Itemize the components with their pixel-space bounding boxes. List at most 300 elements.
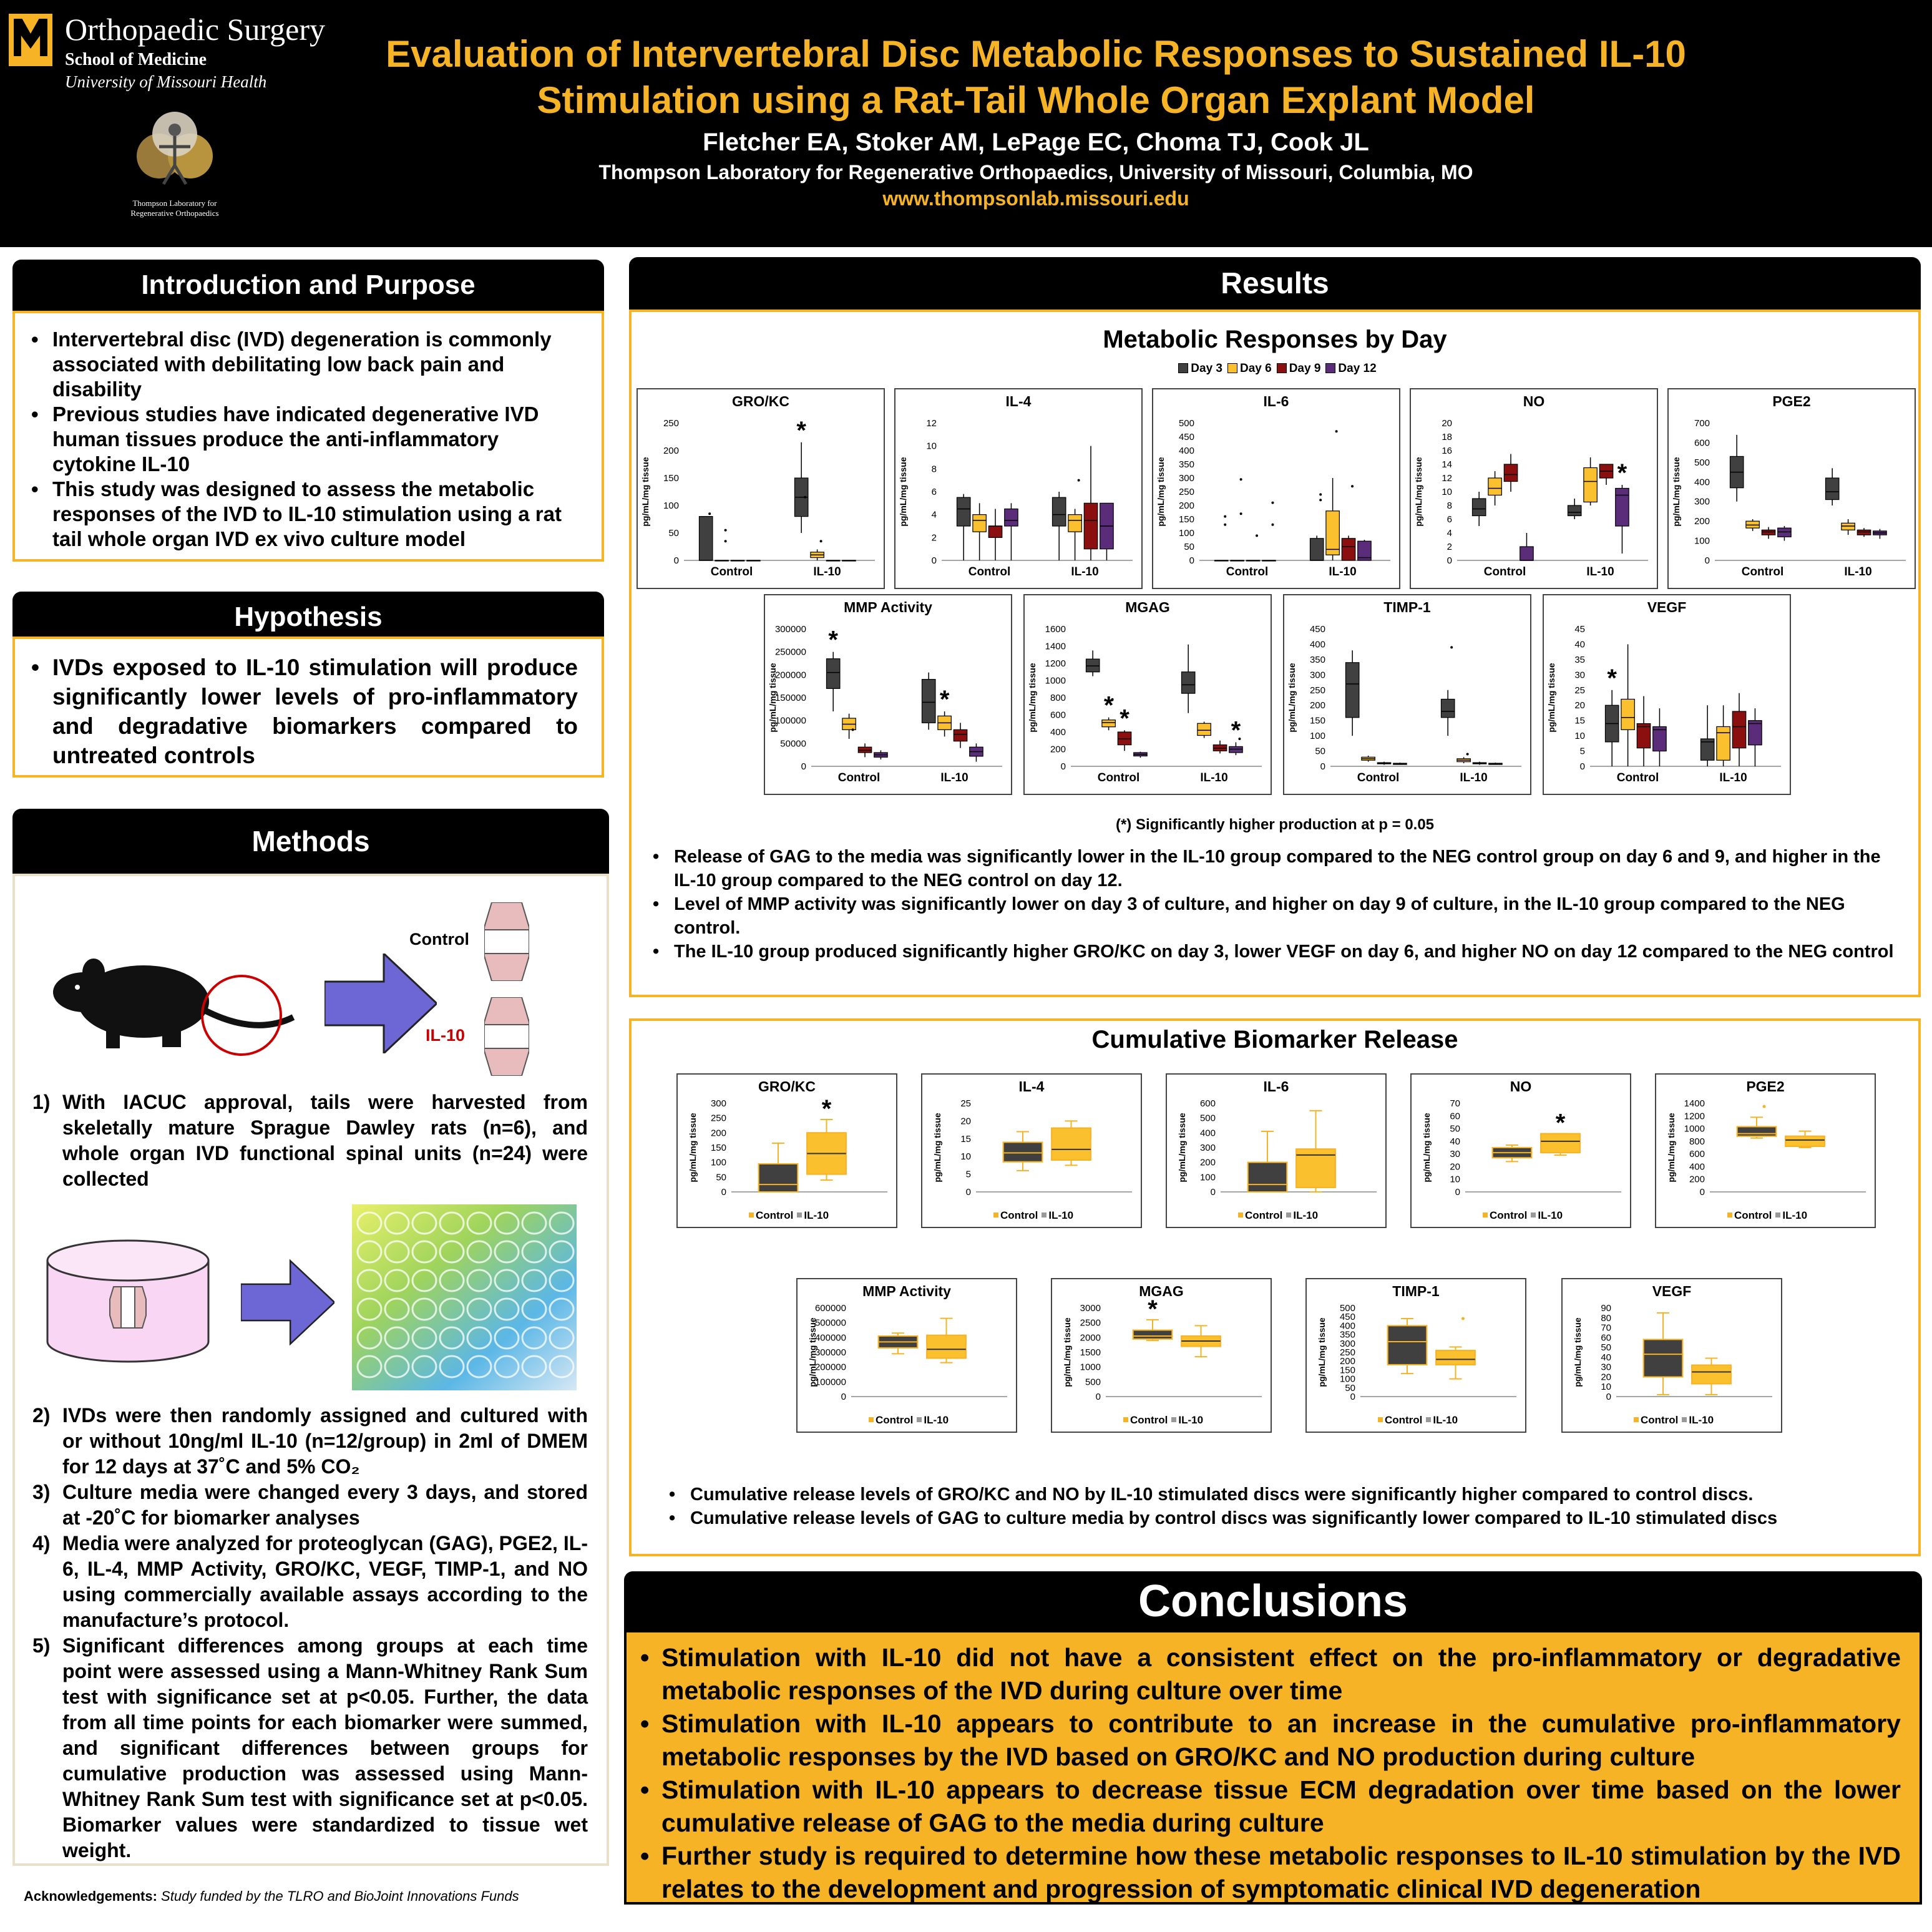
method-step [32,1633,588,1863]
cumulative-section-title: Cumulative Biomarker Release [1091,1026,1458,1053]
daily-legend [629,362,1921,376]
y-tick-label: 600 [1689,1149,1705,1160]
y-tick-label: 8 [1447,500,1452,511]
y-tick-label: 200000 [814,1362,846,1373]
y-tick-label: 0 [1455,1187,1460,1198]
legend-swatch [1123,1417,1128,1422]
legend-label: IL-10 [1293,1209,1319,1221]
y-tick-label: 200 [663,446,679,456]
significance-star: * [1617,459,1627,487]
y-tick-label: 500 [1694,457,1710,468]
results-bullet: • The IL-10 group produced significantly higher GRO/KC on day 3, lower VEGF on day 6, and higher NO on day 12 compared to the NEG control [645,940,1906,964]
control-disc-icon [484,902,529,981]
y-tick-label: 100 [1339,1373,1355,1385]
y-axis-label: pg/mL/mg tissue [1177,1113,1187,1183]
box-day-6 [1621,699,1634,729]
box-day-3 [1310,539,1323,560]
y-tick-label: 250 [710,1113,726,1124]
y-tick-label: 150 [710,1143,726,1153]
box-il-10 [1692,1365,1731,1384]
y-tick-label: 20 [1601,1372,1611,1383]
y-tick-label: 10 [1601,1382,1611,1393]
y-tick-label: 12 [1442,473,1452,484]
y-tick-label: 200 [1050,744,1066,755]
y-tick-label: 250000 [774,646,806,658]
y-tick-label: 400 [1309,639,1325,650]
y-tick-label: 40 [1574,639,1585,650]
chart-plot [1167,1075,1385,1227]
box-day-12 [1005,509,1018,527]
box-day-3 [1181,672,1194,693]
y-tick-label: 250 [663,418,679,429]
y-tick-label: 0 [1189,555,1194,566]
intro-heading: Introduction and Purpose [12,260,604,311]
box-day-6 [1068,515,1081,532]
chart-title: PGE2 [1746,1078,1785,1095]
box-day-9 [1762,530,1775,535]
daily-section-title: Metabolic Responses by Day [1103,326,1447,353]
x-group-label: Control [837,771,881,784]
lab-logo-text: Thompson Laboratory for Regenerative Orthopaedics [130,198,219,218]
box-day-9 [1504,464,1517,482]
legend-swatch [1682,1417,1687,1422]
chart-title: IL-6 [1263,393,1289,409]
outlier-point [1335,430,1338,432]
y-tick-label: 70 [1450,1098,1460,1109]
legend-label: Control [1244,1209,1283,1221]
y-tick-label: 500000 [814,1317,846,1329]
outlier-point [1319,499,1322,501]
legend-label: IL-10 [1689,1414,1714,1426]
y-tick-label: 2 [931,532,937,544]
outlier-point [1466,753,1469,755]
hypothesis-text: • IVDs exposed to IL-10 stimulation will produce significantly lower levels of pro-inflammatory and degradative biomarkers compared to untreated controls [24,653,578,770]
method-step: 1) With IACUC approval, tails were harvested from skeletally mature Sprague Dawley rats (n=6), and whole organ IVD functional spinal units (n=24) were collected [32,1091,588,1190]
y-tick-label: 400 [1199,1128,1216,1139]
y-tick-label: 400 [1050,727,1066,738]
legend-label: IL-10 [924,1414,949,1426]
chart-title: MMP Activity [844,599,932,615]
acknowledgements: Acknowledgements: Study funded by the TLRO and BioJoint Innovations Funds [24,1888,519,1904]
box-control [1388,1325,1427,1364]
chart-title: VEGF [1652,1283,1692,1299]
y-tick-label: 2500 [1080,1317,1101,1329]
y-axis-label: pg/mL/mg tissue [932,1113,942,1183]
school-name: School of Medicine [65,50,207,69]
mizzou-logo [9,14,52,66]
chart-d-grokc [637,388,885,589]
box-day-6 [1717,726,1730,760]
chart-plot [1656,1075,1875,1227]
chart-plot [1284,595,1530,794]
significance-star: * [1148,1295,1158,1323]
cumulative-bullet: • Cumulative release levels of GRO/KC and NO by IL-10 stimulated discs were significantly higher compared to control discs. [661,1483,1910,1506]
y-axis-label: pg/mL/mg tissue [1287,663,1297,733]
chart-c-mmp [796,1278,1017,1433]
outlier-point [1351,485,1354,487]
arrow-icon [324,954,437,1053]
y-tick-label: 20 [960,1116,971,1127]
dept-name: Orthopaedic Surgery [65,12,326,47]
chart-title: TIMP-1 [1392,1283,1440,1299]
y-tick-label: 50 [716,1172,726,1183]
legend-swatch [1042,1212,1046,1217]
chart-plot [1025,595,1271,794]
y-tick-label: 10 [960,1151,971,1163]
chart-d-no [1410,388,1658,589]
chart-legend [1656,1209,1875,1222]
hypothesis-panel [12,637,604,778]
x-group-label: IL-10 [1460,771,1488,784]
y-tick-label: 30 [1601,1362,1611,1373]
y-axis-label: pg/mL/mg tissue [1671,457,1681,527]
box-control [1737,1127,1777,1136]
y-tick-label: 400 [1178,446,1194,456]
chart-title: NO [1510,1078,1532,1095]
chart-c-il6 [1166,1073,1387,1228]
y-tick-label: 10 [1450,1174,1460,1185]
box-il-10 [1785,1136,1825,1146]
y-tick-label: 6 [1447,514,1452,525]
y-tick-label: 450 [1178,432,1194,442]
y-axis-label: pg/mL/mg tissue [1413,457,1423,527]
legend-label: IL-10 [1538,1209,1563,1221]
box-day-9 [1084,503,1097,549]
y-axis-label: pg/mL/mg tissue [1422,1113,1432,1183]
box-day-12 [1520,547,1533,560]
x-group-label: IL-10 [1200,771,1228,784]
y-tick-label: 150000 [774,693,806,703]
chart-d-timp [1283,594,1531,795]
y-tick-label: 16 [1442,446,1452,456]
y-tick-label: 5 [965,1169,971,1180]
legend-label: Control [1734,1209,1772,1221]
chart-legend [1167,1209,1385,1222]
x-group-label: Control [1483,565,1526,578]
y-tick-label: 200000 [774,670,806,681]
y-tick-label: 450 [1339,1312,1355,1323]
chart-plot [765,595,1011,794]
well-plate-photo [352,1204,577,1390]
chart-plot [1669,389,1915,588]
chart-d-mmp [764,594,1012,795]
y-tick-label: 0 [1350,1392,1355,1402]
conclusions-panel [624,1630,1922,1905]
box-il-10 [1051,1128,1091,1160]
legend-swatch [1426,1417,1431,1422]
outlier-point [1450,646,1453,648]
y-tick-label: 1200 [1045,658,1066,669]
y-tick-label: 0 [721,1187,726,1198]
y-tick-label: 0 [931,555,937,566]
chart-c-il4 [921,1073,1142,1228]
results-bullet: • Release of GAG to the media was significantly lower in the IL-10 group compared to the NEG control group on day 6 and 9, and higher in the IL-10 group compared to the NEG control on day 12. [645,845,1906,892]
legend-label: IL-10 [804,1209,829,1221]
outlier-point [820,540,822,542]
outlier-point [1078,479,1080,482]
significance-star: * [939,686,950,713]
box-day-3 [1472,499,1485,516]
outlier-point [724,529,727,532]
y-tick-label: 12 [926,418,937,429]
y-tick-label: 250 [1178,487,1194,497]
y-tick-label: 0 [1704,555,1710,566]
method-step-text: IVDs were then randomly assigned and cultured with or without 10ng/ml IL-10 (n=12/group) in 2ml of DMEM for 12 days at 37˚C and 5% CO₂ [62,1404,588,1478]
x-group-label: IL-10 [1719,771,1747,784]
chart-legend [678,1209,896,1222]
intro-panel [12,311,604,562]
legend-label: IL-10 [1433,1414,1458,1426]
chart-title: IL-4 [1005,393,1032,409]
y-tick-label: 50000 [780,738,806,749]
y-tick-label: 600000 [814,1303,846,1314]
box-il-10 [1436,1350,1475,1365]
x-group-label: Control [1616,771,1659,784]
outlier-point [1319,493,1322,495]
y-tick-label: 200 [1694,516,1710,527]
box-control [1133,1330,1173,1339]
y-tick-label: 60 [1601,1332,1611,1344]
y-tick-label: 300000 [814,1347,846,1358]
legend-swatch [1171,1417,1176,1422]
university-name: University of Missouri Health [65,72,267,91]
website-link[interactable]: www.thompsonlab.missouri.edu [882,187,1189,210]
x-group-label: IL-10 [813,565,841,578]
legend-swatch [1378,1417,1383,1422]
y-tick-label: 20 [1450,1161,1460,1173]
y-tick-label: 50 [668,528,679,539]
y-tick-label: 300 [710,1098,726,1109]
box-day-9 [1637,724,1650,748]
box-control [1644,1339,1683,1377]
y-tick-label: 150 [1178,514,1194,525]
outlier-point [1256,534,1258,537]
poster-header [0,0,1932,247]
y-tick-label: 25 [960,1098,971,1109]
method-step-number: 3) [32,1481,51,1503]
chart-plot [1412,1075,1630,1227]
y-tick-label: 200 [1199,1157,1216,1168]
y-tick-label: 600 [1050,710,1066,721]
box-il-10 [927,1335,966,1359]
y-tick-label: 18 [1442,432,1452,442]
box-day-6 [1746,521,1759,528]
chart-d-vegf [1543,594,1791,795]
y-tick-label: 8 [931,464,937,475]
y-tick-label: 450 [1309,624,1325,635]
chart-plot [1153,389,1399,588]
y-axis-label: pg/mL/mg tissue [1062,1317,1072,1387]
y-tick-label: 0 [1060,761,1066,772]
box-day-12 [1749,721,1762,745]
chart-title: PGE2 [1772,393,1811,409]
legend-swatch [1227,363,1237,373]
y-tick-label: 350 [1178,459,1194,470]
y-axis-label: pg/mL/mg tissue [640,457,650,527]
y-tick-label: 0 [1210,1187,1216,1198]
method-step [32,1403,588,1480]
x-group-label: IL-10 [1329,565,1357,578]
y-tick-label: 200 [1689,1174,1705,1185]
outlier-point [804,496,806,499]
chart-d-il6 [1152,388,1400,589]
legend-label: IL-10 [1178,1414,1204,1426]
chart-c-no [1410,1073,1631,1228]
box-day-6 [1488,478,1501,495]
chart-legend [1563,1414,1781,1427]
legend-swatch [869,1417,874,1422]
significance-star: * [828,626,838,654]
outlier-point [852,728,854,731]
chart-c-grokc [676,1073,897,1228]
chart-title: VEGF [1647,599,1687,615]
outlier-point [708,512,711,515]
chart-title: MMP Activity [862,1283,951,1299]
y-tick-label: 60 [1450,1111,1460,1122]
box-day-3 [826,659,839,689]
y-tick-label: 0 [841,1392,846,1402]
chart-legend [798,1414,1016,1427]
chart-legend [922,1209,1141,1222]
box-day-6 [1102,720,1115,727]
y-tick-label: 400 [1339,1320,1355,1332]
y-tick-label: 50 [1315,746,1325,757]
chart-d-il4 [894,388,1143,589]
y-tick-label: 600 [1694,437,1710,449]
box-control [1003,1142,1043,1161]
x-group-label: Control [968,565,1011,578]
chart-plot [798,1279,1016,1432]
y-tick-label: 25 [1574,685,1585,696]
lab-logo [125,106,225,193]
y-tick-label: 4 [931,509,937,520]
legend-swatch [1775,1212,1780,1217]
method-step-text: Culture media were changed every 3 days, and stored at -20˚C for biomarker analyses [62,1481,588,1529]
conclusion-bullet: • Stimulation with IL-10 appears to decrease tissue ECM degradation over time based on the lower cumulative release of GAG to the media during culture [633,1773,1901,1840]
box-day-3 [699,517,712,560]
y-tick-label: 500 [1178,418,1194,429]
legend-label: Control [755,1209,794,1221]
y-tick-label: 50 [1601,1342,1611,1354]
chart-title: GRO/KC [758,1078,816,1095]
tail-highlight-circle [201,975,282,1056]
chart-plot [922,1075,1141,1227]
y-tick-label: 150 [663,473,679,484]
y-tick-label: 100 [1199,1172,1216,1183]
box-day-6 [1584,468,1597,502]
box-day-3 [1825,478,1838,500]
significance-star: * [1231,716,1241,744]
il10-disc-icon [484,997,529,1076]
y-tick-label: 500 [1199,1113,1216,1124]
conclusion-bullet: • Stimulation with IL-10 appears to contribute to an increase in the cumulative pro-inflammatory metabolic responses by the IVD based on GRO/KC and NO production during culture [633,1707,1901,1773]
y-tick-label: 40 [1601,1352,1611,1363]
x-group-label: Control [1097,771,1140,784]
x-group-label: IL-10 [1586,565,1614,578]
chart-c-vegf [1561,1278,1782,1433]
y-tick-label: 150 [1339,1365,1355,1376]
y-tick-label: 50 [1345,1382,1355,1393]
chart-title: NO [1523,393,1545,409]
authors: Fletcher EA, Stoker AM, LePage EC, Choma TJ, Cook JL [703,129,1369,156]
significance-star: * [1103,691,1114,720]
chart-plot [678,1075,896,1227]
method-steps-list [32,1403,588,1863]
y-tick-label: 250 [1309,685,1325,696]
intro-bullet: • Intervertebral disc (IVD) degeneration is commonly associated with debilitating low back pain and disability [24,327,583,402]
y-tick-label: 200 [1178,500,1194,511]
y-tick-label: 200 [1309,700,1325,711]
box-day-9 [988,526,1002,537]
box-day-12 [1778,528,1791,537]
legend-label: IL-10 [1782,1209,1808,1221]
poster-title-line-1: Evaluation of Intervertebral Disc Metabolic Responses to Sustained IL-10 [386,33,1686,75]
chart-legend [1412,1209,1630,1222]
method-step-number: 2) [32,1404,51,1427]
y-axis-label: pg/mL/mg tissue [1666,1113,1676,1183]
y-axis-label: pg/mL/mg tissue [1027,663,1037,733]
y-axis-label: pg/mL/mg tissue [688,1113,698,1183]
y-tick-label: 40 [1450,1136,1460,1147]
chart-title: MGAG [1125,599,1170,615]
y-tick-label: 4 [1447,528,1452,539]
control-label: Control [409,930,469,949]
chart-legend [1052,1414,1271,1427]
outlier-point [1224,515,1226,518]
legend-label: Control [875,1414,914,1426]
legend-swatch [1531,1212,1536,1217]
poster-title-line-2: Stimulation using a Rat-Tail Whole Organ Explant Model [537,79,1535,121]
box-day-3 [1568,505,1581,516]
y-tick-label: 0 [1579,761,1585,772]
y-axis-label: pg/mL/mg tissue [898,457,908,527]
y-tick-label: 3000 [1080,1303,1101,1314]
y-tick-label: 30 [1450,1149,1460,1160]
box-day-6 [1198,723,1211,735]
legend-swatch [797,1212,802,1217]
y-tick-label: 100000 [774,715,806,726]
box-day-9 [1342,539,1355,560]
method-step-text: Media were analyzed for proteoglycan (GAG), PGE2, IL-6, IL-4, MMP Activity, GRO/KC, VEGF, TIMP-1, and NO using commercially available assays according to the manufacture’s protocol. [62,1532,588,1631]
legend-label: IL-10 [1048,1209,1074,1221]
conclusion-bullet: • Stimulation with IL-10 did not have a consistent effect on the pro-inflammatory or degradative metabolic responses of the IVD during culture over time [633,1641,1901,1707]
cumulative-bullet: • Cumulative release levels of GAG to culture media by control discs was significantly lower compared to IL-10 stimulated discs [661,1506,1910,1530]
y-tick-label: 1600 [1045,624,1066,635]
y-axis-label: pg/mL/mg tissue [1156,457,1166,527]
y-tick-label: 0 [965,1187,971,1198]
box-day-6 [1842,523,1855,530]
legend-label: Day 9 [1289,362,1321,375]
chart-plot [1411,389,1657,588]
chart-title: IL-6 [1263,1078,1289,1095]
outlier-point [1461,1317,1465,1320]
chart-plot [895,389,1141,588]
method-step-number: 4) [32,1532,51,1554]
x-group-label: IL-10 [1071,565,1099,578]
y-axis-label: pg/mL/mg tissue [1546,663,1556,733]
y-tick-label: 1200 [1684,1111,1705,1122]
y-tick-label: 300 [1339,1338,1355,1349]
y-tick-label: 70 [1601,1322,1611,1334]
y-tick-label: 10 [1442,487,1452,497]
chart-plot [638,389,884,588]
chart-title: TIMP-1 [1383,599,1431,615]
box-day-6 [973,515,986,532]
legend-swatch [1238,1212,1243,1217]
y-tick-label: 50 [1450,1123,1460,1134]
outlier-point [1763,1105,1766,1108]
y-tick-label: 350 [1339,1329,1355,1340]
